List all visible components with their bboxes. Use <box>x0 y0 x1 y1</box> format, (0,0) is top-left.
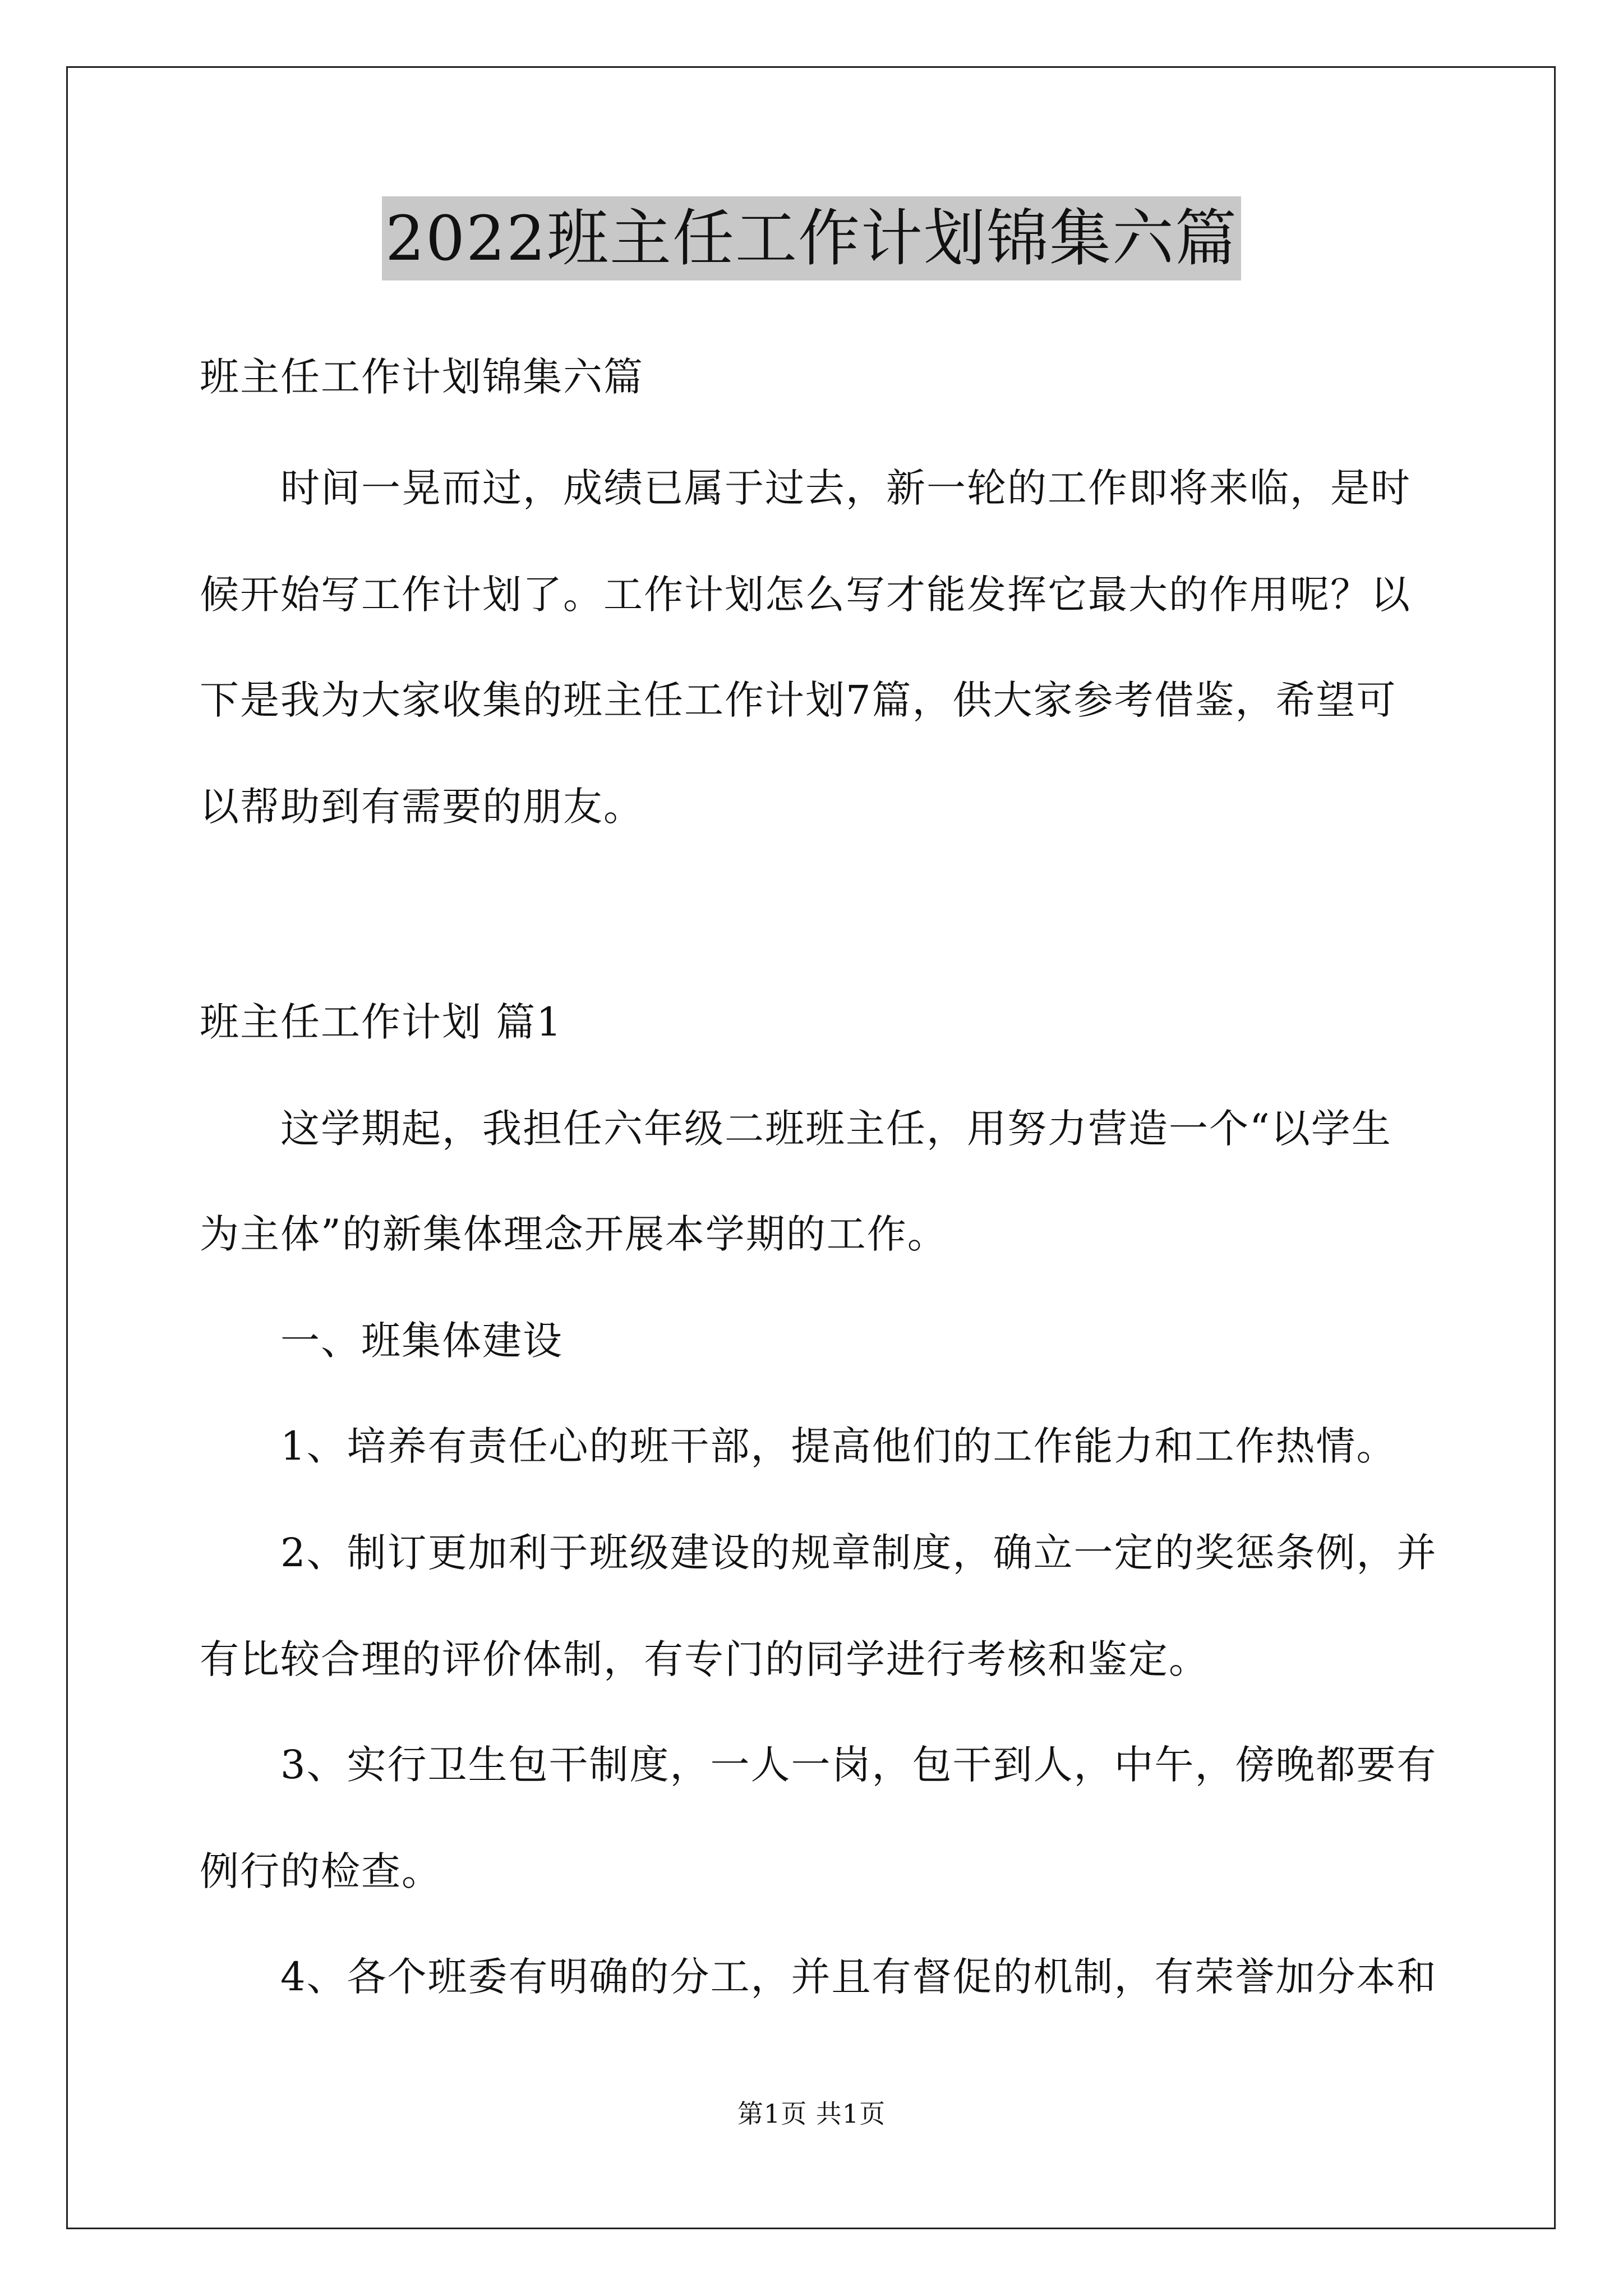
item2-line-1: 2、制订更加利于班级建设的规章制度，确立一定的奖惩条例，并 <box>280 1530 1437 1576</box>
item1-line-1: 1、培养有责任心的班干部，提高他们的工作能力和工作热情。 <box>280 1423 1397 1469</box>
section-heading: 班主任工作计划 篇1 <box>200 999 562 1045</box>
paragraph1-line-1: 这学期起，我担任六年级二班班主任，用努力营造一个“以学生 <box>280 1106 1392 1152</box>
page-footer: 第1页 共1页 <box>737 2099 886 2129</box>
intro-line-2: 候开始写工作计划了。工作计划怎么写才能发挥它最大的作用呢？以 <box>200 572 1411 618</box>
subtitle: 班主任工作计划锦集六篇 <box>200 354 644 400</box>
item4-line-1: 4、各个班委有明确的分工，并且有督促的机制，有荣誉加分本和 <box>280 1954 1437 2000</box>
heading-one: 一、班集体建设 <box>280 1318 563 1364</box>
item3-line-2: 例行的检查。 <box>200 1848 442 1894</box>
intro-line-1: 时间一晃而过，成绩已属于过去，新一轮的工作即将来临，是时 <box>280 465 1411 511</box>
item3-line-1: 3、实行卫生包干制度，一人一岗，包干到人，中午，傍晚都要有 <box>280 1742 1437 1788</box>
intro-line-3: 下是我为大家收集的班主任工作计划7篇，供大家参考借鉴，希望可 <box>200 677 1397 723</box>
document-title: 2022班主任工作计划锦集六篇 <box>382 196 1241 280</box>
paragraph1-line-2: 为主体”的新集体理念开展本学期的工作。 <box>200 1211 948 1257</box>
item2-line-2: 有比较合理的评价体制，有专门的同学进行考核和鉴定。 <box>200 1636 1209 1682</box>
intro-line-4: 以帮助到有需要的朋友。 <box>200 784 644 830</box>
title-container <box>0 196 1623 280</box>
